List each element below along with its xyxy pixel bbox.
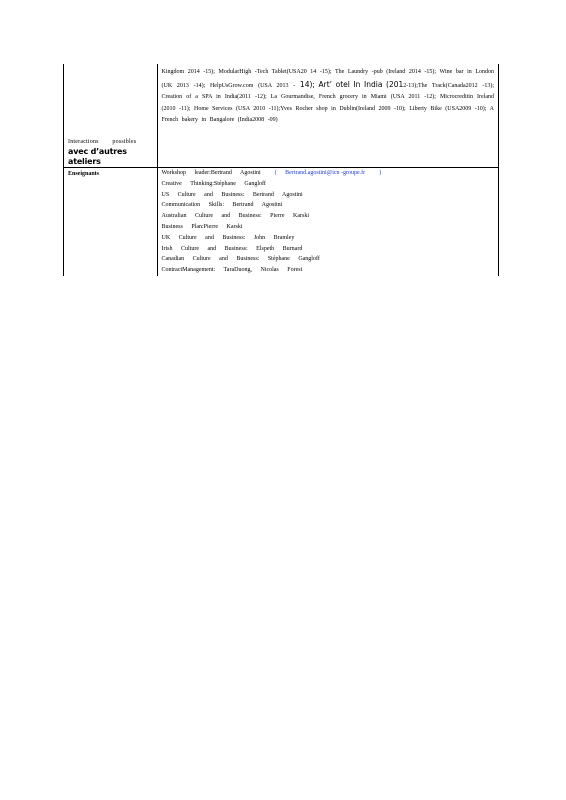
close-paren: ) [379, 170, 382, 176]
teacher-line: Canadian Culture and Business: Stéphane Gangloff [161, 256, 320, 263]
teacher-line: Australian Culture and Business: Pierre Karski [161, 213, 309, 220]
table-row-teachers [64, 168, 499, 276]
teacher-line: Irish Culture and Business: Elspeth Burnard [161, 245, 303, 252]
open-paren: ( [274, 170, 277, 176]
projects-text-highlight: 14); Art’ otel In India (201 [299, 79, 404, 89]
program-table [63, 64, 499, 276]
teacher-line: US Culture and Business: Bertrand Agostini [161, 191, 303, 198]
teacher-line: Communication Skills: Bertrand Agostini [161, 202, 283, 209]
projects-text-b: 2-13);The Track(Canada2012 -13); Creation of a SPA in India(2011 -12); La Gourmandise, French grocery in Miami (USA 2011 -12); Microcreditin Ireland (2010 -11); Home Services (USA 2010 -11);Yves Rocher shop in Dublin(Ireland 2009 -10); Liberty Bike (USA2009 -10); A French bakery in Bangalore (India2008 -09) [161, 82, 495, 123]
interactions-label-small: Interactions possibles [68, 139, 137, 145]
teacher-line: UK Culture and Business: John Bramley [161, 234, 295, 241]
teacher-line: ContractManagement: TaraDuong, Nicolas Forest [161, 267, 303, 274]
teacher-line: Creative Thinking:Stéphane Gangloff [161, 180, 266, 187]
teachers-cell [157, 168, 499, 276]
interactions-label-cell [64, 64, 158, 168]
teacher-line-workshop [162, 168, 495, 179]
table-row-interactions [64, 64, 499, 168]
workshop-leader-text: Workshop leader:Bertrand Agostini [161, 170, 261, 176]
projects-text-a: Kingdom 2014 -15); ModularHigh -Tech Tablet(USA20 14 -15); The Laundry -pub (Ireland 2014 -15); Wine bar in London (UK 2013 -14); HelpUsGrow.com (USA 2013 - [161, 69, 494, 89]
projects-paragraph [162, 64, 495, 133]
teacher-line: Business Plan:Pierre Karski [161, 223, 243, 230]
projects-cell [157, 64, 499, 168]
interactions-label-big: avec d’autres ateliers [68, 147, 127, 166]
email-link[interactable]: Bertrand.agostini@icn -groupe.fr [285, 170, 366, 176]
teachers-label-cell [64, 168, 158, 276]
teachers-label: Enseignants [68, 171, 100, 177]
